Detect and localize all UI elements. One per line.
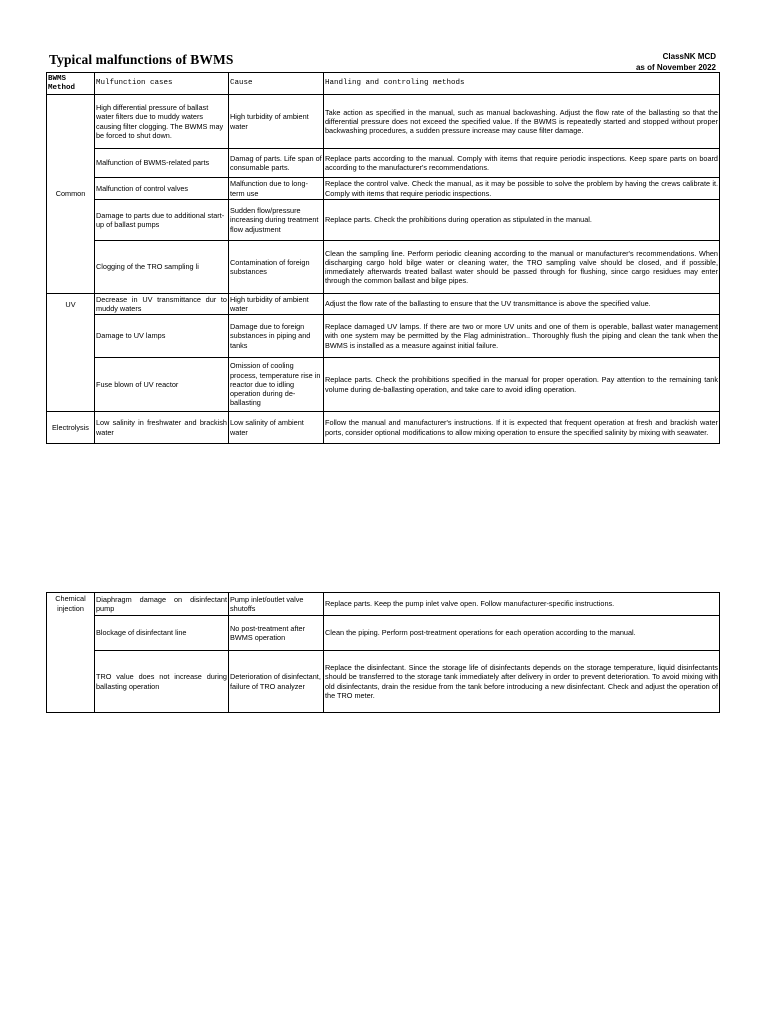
table-row xyxy=(47,616,720,651)
table-row xyxy=(47,294,720,315)
handling-cell: Adjust the flow rate of the ballasting to ensure that the UV transmittance is above the specified value. xyxy=(324,294,720,315)
cause-cell: Malfunction due to long-term use xyxy=(229,178,324,200)
cause-cell: Damag of parts. Life span of consumable parts. xyxy=(229,149,324,178)
handling-cell: Replace the control valve. Check the manual, as it may be possible to solve the problem by having the crews calibrate it. Comply with items that require periodic inspections. xyxy=(325,179,718,198)
malfunction-table-main xyxy=(46,72,720,444)
handling-cell: Replace damaged UV lamps. If there are two or more UV units and one of them is operable, ballast water management with one system may be permitted by the Flag administration.. Thoroughly flush the piping and clean the tank when the BWMS is installed as a measure against initial failure. xyxy=(324,315,720,358)
table-row xyxy=(47,593,720,616)
handling-cell: Replace the disinfectant. Since the storage life of disinfectants depends on the storage temperature, liquid disinfectants should be transferred to the storage tank immediately after delivery in order to prevent deterioration. To avoid mixing with old disinfectants, drain the residue from the tank before introducing a new disinfectant. Check and adjust the operation of the TRO meter. xyxy=(324,651,720,713)
case-cell: Malfunction of BWMS-related parts xyxy=(95,149,229,178)
case-cell: Damage to parts due to additional start-up of ballast pumps xyxy=(95,200,229,241)
case-cell: Blockage of disinfectant line xyxy=(95,616,229,651)
table-row xyxy=(47,178,720,200)
case-cell: TRO value does not increase during ballasting operation xyxy=(95,651,229,713)
cause-cell: High turbidity of ambient water xyxy=(229,95,324,149)
cause-cell: Sudden flow/pressure increasing during treatment flow adjustment xyxy=(229,200,324,241)
case-cell: Diaphragm damage on disinfectant pump xyxy=(95,593,229,616)
case-cell: Clogging of the TRO sampling li xyxy=(95,241,229,294)
handling-cell: Replace parts according to the manual. Comply with items that require periodic inspections. Keep spare parts on board according to the manufacturer's recommendations. xyxy=(324,149,720,178)
method-common: Common xyxy=(47,95,95,294)
handling-cell: Clean the sampling line. Perform periodic cleaning according to the manual or manufacturer's recommendations. When discharging cargo hold bilge water or cleaning water, the TRO sampling valve should be closed, and if possible, immediately afterwards treated ballast water should be passed through for flushing, since cargo residues may enter through the common ballast and bilge pipes. xyxy=(324,241,720,294)
document-meta xyxy=(636,51,716,73)
table-header-row xyxy=(47,73,720,95)
case-cell: High differential pressure of ballast water filters due to muddy waters causing filter clogging. The BWMS may be forced to shut down. xyxy=(95,95,229,149)
header-handling: Handling and controling methods xyxy=(324,73,720,95)
handling-cell: Replace parts. Check the prohibitions specified in the manual for proper operation. Pay attention to the remaining tank volume during de-ballasting operation, and take care to avoid idling operation. xyxy=(324,358,720,412)
header-cause: Cause xyxy=(229,73,324,95)
handling-cell: Clean the piping. Perform post-treatment operations for each operation according to the manual. xyxy=(324,616,720,651)
table-row xyxy=(47,241,720,294)
malfunction-table-chemical xyxy=(46,592,720,713)
case-cell: Decrease in UV transmittance dur to muddy waters xyxy=(96,294,227,313)
handling-cell: Take action as specified in the manual, such as manual backwashing. Adjust the flow rate of the ballasting so that the differential pressure does not exceed the specified value. If the BWMS is repeatedly started and stopped without proper backwashing procedures, a sudden pressure increase may cause filter damage. xyxy=(324,95,720,149)
document-title: Typical malfunctions of BWMS xyxy=(49,52,234,67)
method-chemical-injection: Chemical injection xyxy=(47,593,95,713)
cause-cell: Omission of cooling process, temperature rise in reactor due to idling operation during de-ballasting xyxy=(229,358,324,412)
method-uv: UV xyxy=(47,294,95,412)
handling-cell: Replace parts. Keep the pump inlet valve open. Follow manufacturer-specific instructions. xyxy=(324,593,720,616)
table-row xyxy=(47,200,720,241)
table-row xyxy=(47,315,720,358)
cause-cell: Pump inlet/outlet valve shutoffs xyxy=(229,593,324,616)
method-electrolysis: Electrolysis xyxy=(47,412,95,444)
case-cell: Damage to UV lamps xyxy=(95,315,229,358)
table-row xyxy=(47,149,720,178)
table-row xyxy=(47,358,720,412)
header-method: BWMS Method xyxy=(47,73,95,95)
cause-cell: Contamination of foreign substances xyxy=(229,241,324,294)
case-cell: Low salinity in freshwater and brackish water xyxy=(95,412,229,444)
table-row xyxy=(47,95,720,149)
cause-cell: Low salinity of ambient water xyxy=(229,412,324,444)
cause-cell: Damage due to foreign substances in piping and tanks xyxy=(229,315,324,358)
case-cell: Fuse blown of UV reactor xyxy=(95,358,229,412)
header-case: Mulfunction cases xyxy=(95,73,229,95)
handling-cell: Replace parts. Check the prohibitions during operation as stipulated in the manual. xyxy=(324,200,720,241)
cause-cell: High turbidity of ambient water xyxy=(229,294,324,315)
case-cell: Malfunction of control valves xyxy=(95,178,229,200)
cause-cell: Deterioration of disinfectant, failure of TRO analyzer xyxy=(229,651,324,713)
table-row xyxy=(47,412,720,444)
cause-cell: No post-treatment after BWMS operation xyxy=(229,616,324,651)
date-label: as of November 2022 xyxy=(635,63,716,72)
table-row xyxy=(47,651,720,713)
handling-cell: Follow the manual and manufacturer's instructions. If it is expected that frequent operation at fresh and brackish water ports, consider optional modifications to allow mixing operation to ensure the specified salinity by mixing with seawater. xyxy=(324,412,720,444)
source-label: ClassNK MCD xyxy=(662,52,716,61)
